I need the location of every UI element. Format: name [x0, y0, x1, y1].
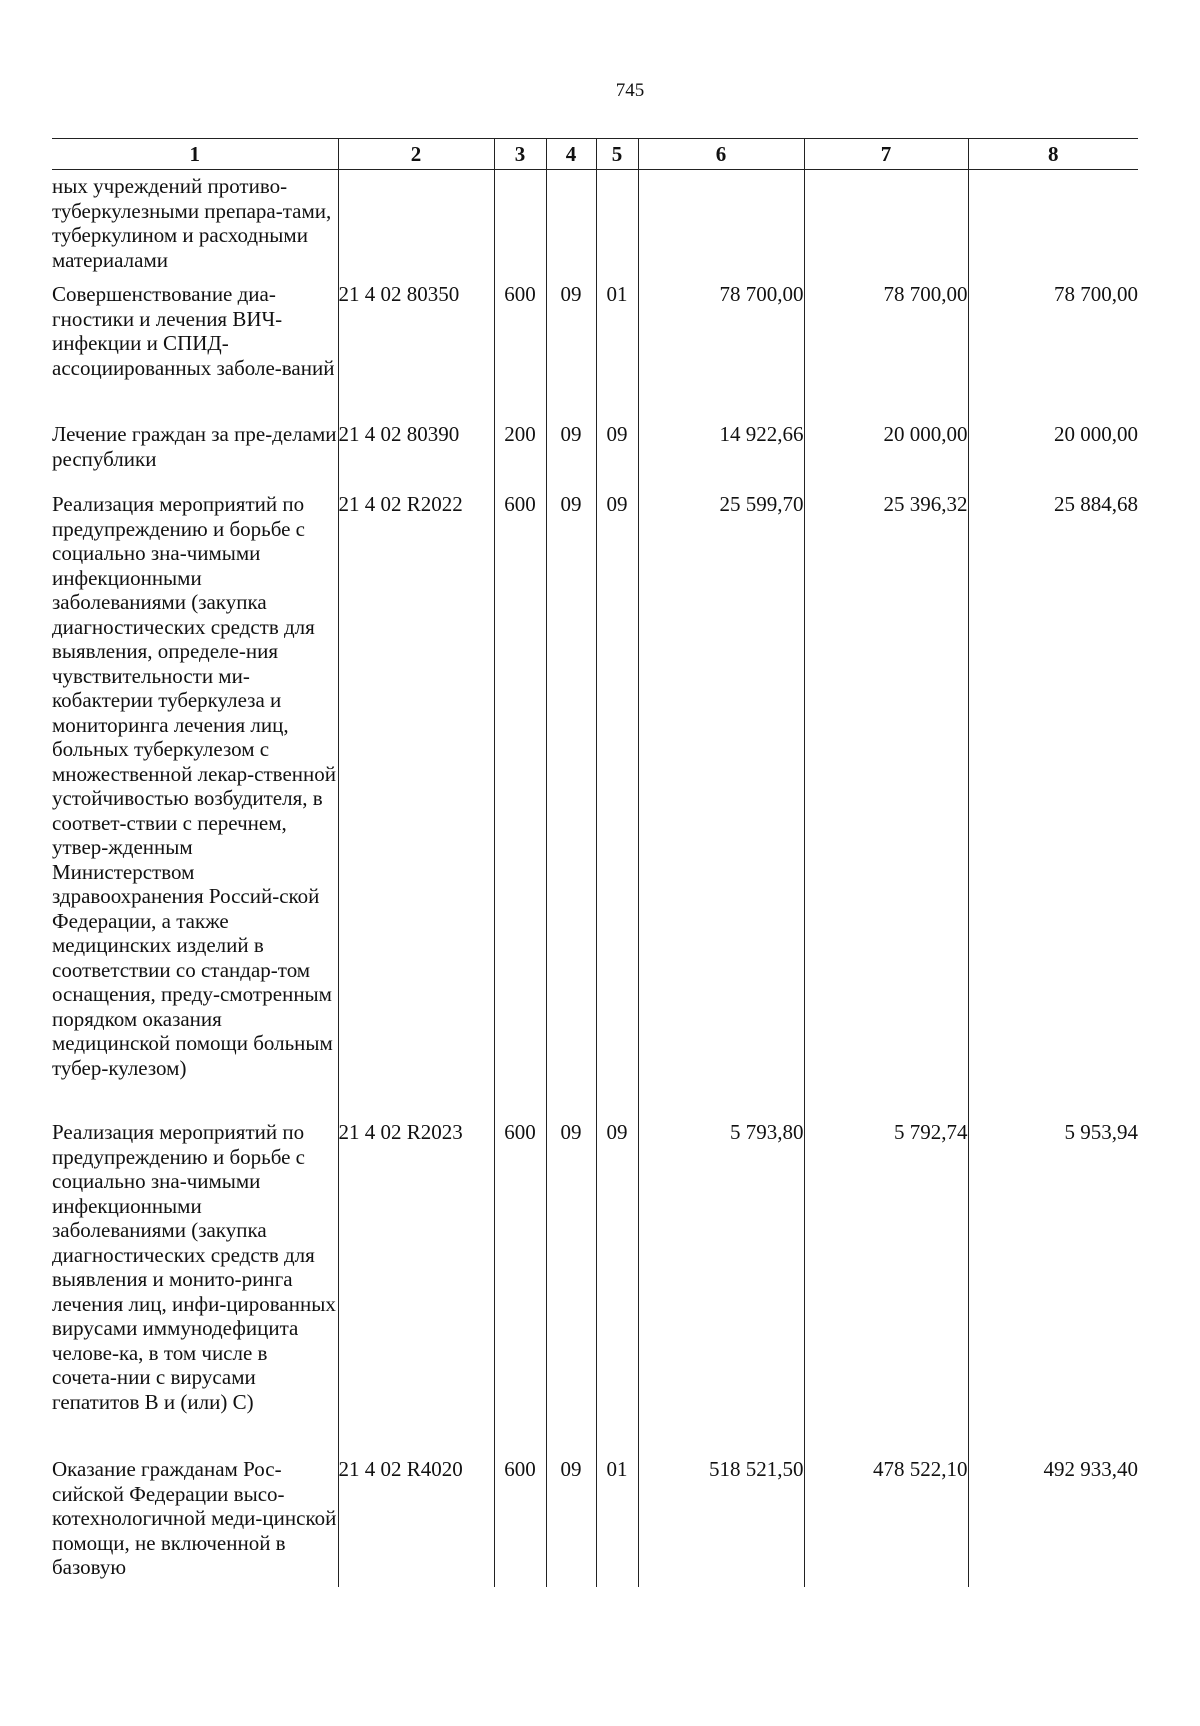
row-amount-8: 5 953,94 — [968, 1120, 1138, 1457]
column-header-6: 6 — [638, 139, 804, 170]
header-row — [52, 139, 1138, 170]
row-code: 21 4 02 80390 — [338, 422, 494, 492]
row-col5 — [596, 170, 638, 283]
column-header-3: 3 — [494, 139, 546, 170]
row-col4: 09 — [546, 1457, 596, 1587]
row-description: Оказание гражданам Рос-сийской Федерации высо-котехнологичной меди-цинской помощи, не включенной в базовую — [52, 1457, 337, 1579]
row-amount-8: 78 700,00 — [968, 282, 1138, 422]
row-description: Совершенствование диа-гностики и лечения ВИЧ-инфекции и СПИД-ассоциированных заболе-ваний — [52, 282, 335, 380]
row-amount-7: 20 000,00 — [804, 422, 968, 492]
budget-table — [52, 138, 1138, 1587]
row-description: Лечение граждан за пре-делами республики — [52, 422, 337, 471]
row-code: 21 4 02 80350 — [338, 282, 494, 422]
row-amount-8: 20 000,00 — [968, 422, 1138, 492]
row-code: 21 4 02 R2022 — [338, 492, 494, 1120]
row-col5: 09 — [596, 492, 638, 1120]
column-header-2: 2 — [338, 139, 494, 170]
row-col4: 09 — [546, 422, 596, 492]
row-amount-7: 78 700,00 — [804, 282, 968, 422]
row-amount-8: 25 884,68 — [968, 492, 1138, 1120]
row-col3: 600 — [494, 492, 546, 1120]
row-col3 — [494, 170, 546, 283]
row-code — [338, 170, 494, 283]
row-amount-6: 5 793,80 — [638, 1120, 804, 1457]
column-header-1: 1 — [52, 139, 338, 170]
row-amount-6: 518 521,50 — [638, 1457, 804, 1587]
row-col4: 09 — [546, 282, 596, 422]
page-number: 745 — [615, 80, 645, 101]
row-amount-7: 478 522,10 — [804, 1457, 968, 1587]
row-col5: 01 — [596, 282, 638, 422]
row-col5: 09 — [596, 422, 638, 492]
column-header-8: 8 — [968, 139, 1138, 170]
row-col5: 01 — [596, 1457, 638, 1587]
table-row — [52, 282, 1138, 422]
table-row — [52, 1120, 1138, 1457]
row-description: Реализация мероприятий по предупреждению и борьбе с социально зна-чимыми инфекционными заболеваниями (закупка диагностических средств для выявления и монито-ринга лечения лиц, инфи-цированных вирусами иммунодефицита челове-ка, в том числе в сочета-нии с вирусами гепатитов В и (или) С) — [52, 1120, 336, 1414]
column-header-4: 4 — [546, 139, 596, 170]
row-amount-7: 5 792,74 — [804, 1120, 968, 1457]
row-amount-6: 14 922,66 — [638, 422, 804, 492]
row-amount-7: 25 396,32 — [804, 492, 968, 1120]
row-amount-6: 25 599,70 — [638, 492, 804, 1120]
row-amount-6: 78 700,00 — [638, 282, 804, 422]
row-amount-6 — [638, 170, 804, 283]
row-amount-8: 492 933,40 — [968, 1457, 1138, 1587]
row-col4: 09 — [546, 1120, 596, 1457]
row-col3: 600 — [494, 1120, 546, 1457]
table-row — [52, 422, 1138, 492]
row-col3: 600 — [494, 1457, 546, 1587]
row-amount-8 — [968, 170, 1138, 283]
row-code: 21 4 02 R4020 — [338, 1457, 494, 1587]
row-description: Реализация мероприятий по предупреждению и борьбе с социально зна-чимыми инфекционными заболеваниями (закупка диагностических средств для выявления, определе-ния чувствительности ми-кобактерии туберкулеза и мониторинга лечения лиц, больных туберкулезом с множественной лекар-ственной устойчивостью возбудителя, в соответ-ствии с перечнем, утвер-жденным Министерством здравоохранения Россий-ской Федерации, а также медицинских изделий в соответствии со стандар-том оснащения, преду-смотренным порядком оказания медицинской помощи больным тубер-кулезом) — [52, 492, 336, 1080]
table-row — [52, 1457, 1138, 1587]
row-description: ных учреждений противо-туберкулезными препара-тами, туберкулином и расходными материалами — [52, 174, 332, 272]
row-col4 — [546, 170, 596, 283]
row-col3: 200 — [494, 422, 546, 492]
row-col4: 09 — [546, 492, 596, 1120]
row-col5: 09 — [596, 1120, 638, 1457]
table-row — [52, 492, 1138, 1120]
column-header-7: 7 — [804, 139, 968, 170]
row-code: 21 4 02 R2023 — [338, 1120, 494, 1457]
table-row — [52, 170, 1138, 283]
row-col3: 600 — [494, 282, 546, 422]
column-header-5: 5 — [596, 139, 638, 170]
row-amount-7 — [804, 170, 968, 283]
